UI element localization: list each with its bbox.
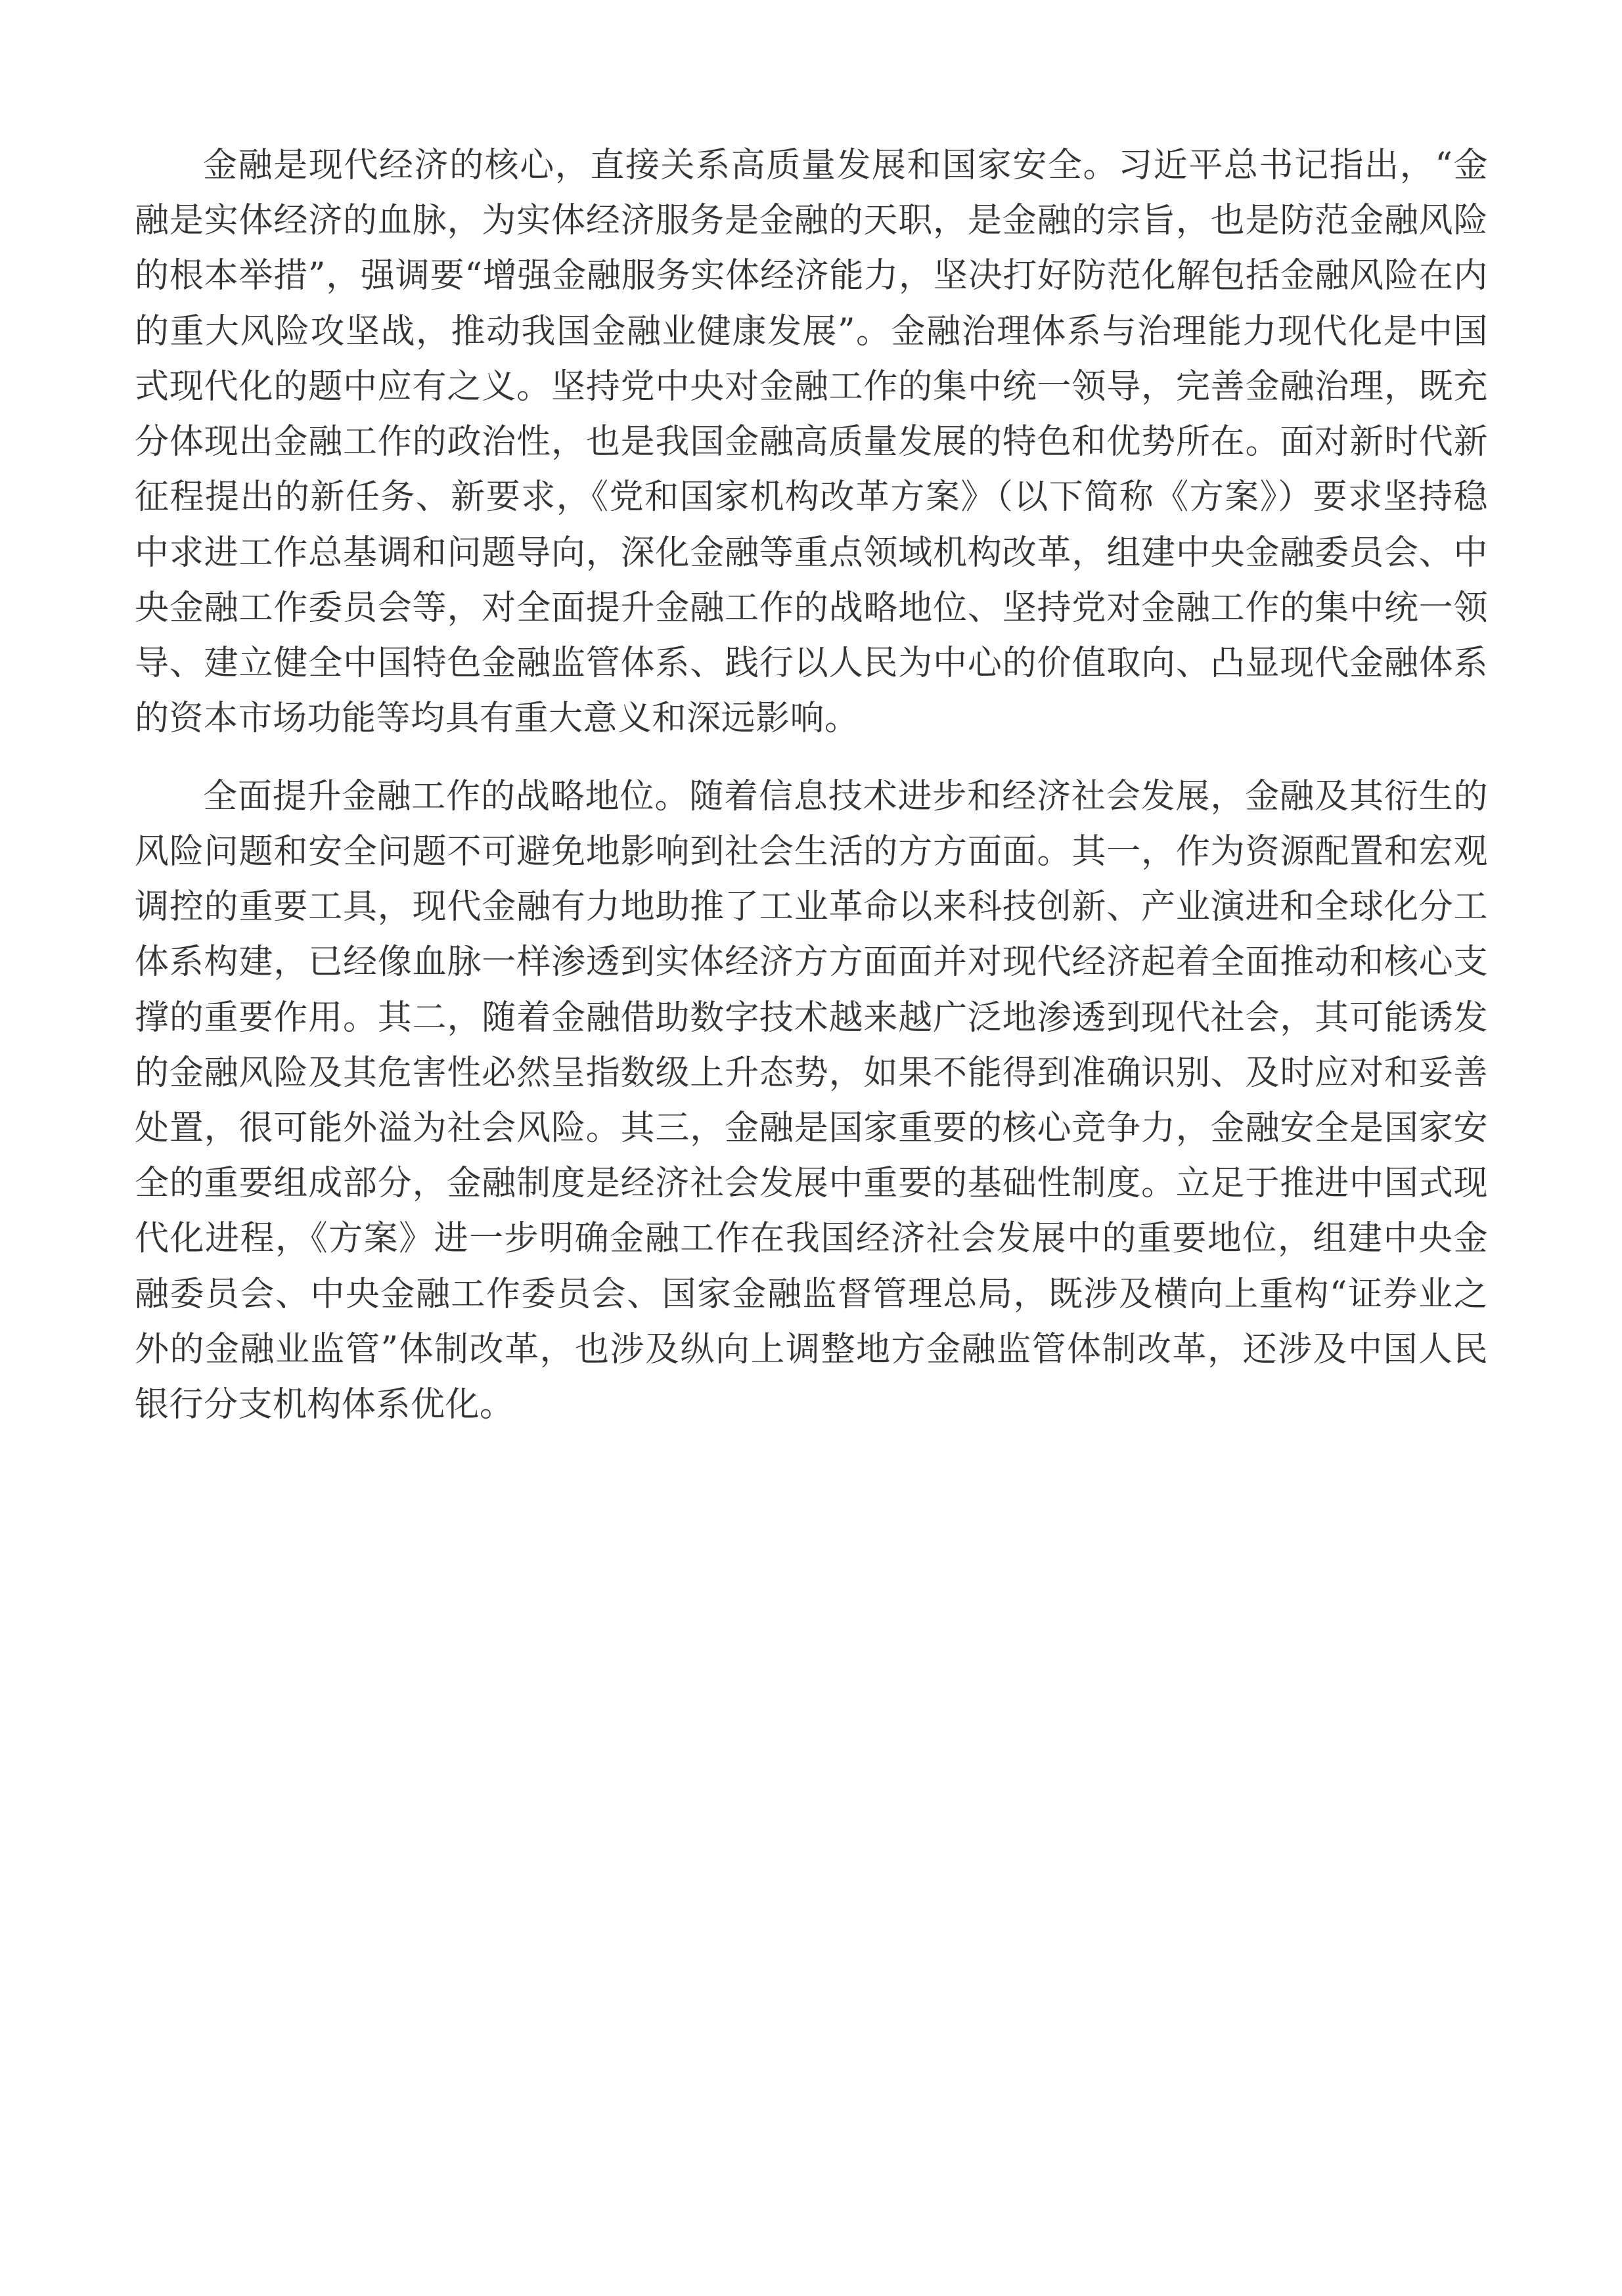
document-body [135, 138, 1488, 1432]
paragraph-1: 金融是现代经济的核心，直接关系高质量发展和国家安全。习近平总书记指出，“金融是实体经济的血脉，为实体经济服务是金融的天职，是金融的宗旨，也是防范金融风险的根本举措”，强调要“增强金融服务实体经济能力，坚决打好防范化解包括金融风险在内的重大风险攻坚战，推动我国金融业健康发展”。金融治理体系与治理能力现代化是中国式现代化的题中应有之义。坚持党中央对金融工作的集中统一领导，完善金融治理，既充分体现出金融工作的政治性，也是我国金融高质量发展的特色和优势所在。面对新时代新征程提出的新任务、新要求，《党和国家机构改革方案》（以下简称《方案》）要求坚持稳中求进工作总基调和问题导向，深化金融等重点领域机构改革，组建中央金融委员会、中央金融工作委员会等，对全面提升金融工作的战略地位、坚持党对金融工作的集中统一领导、建立健全中国特色金融监管体系、践行以人民为中心的价值取向、凸显现代金融体系的资本市场功能等均具有重大意义和深远影响。 [135, 146, 1488, 739]
paragraph-2: 全面提升金融工作的战略地位。随着信息技术进步和经济社会发展，金融及其衍生的风险问题和安全问题不可避免地影响到社会生活的方方面面。其一，作为资源配置和宏观调控的重要工具，现代金融有力地助推了工业革命以来科技创新、产业演进和全球化分工体系构建，已经像血脉一样渗透到实体经济方方面面并对现代经济起着全面推动和核心支撑的重要作用。其二，随着金融借助数字技术越来越广泛地渗透到现代社会，其可能诱发的金融风险及其危害性必然呈指数级上升态势，如果不能得到准确识别、及时应对和妥善处置，很可能外溢为社会风险。其三，金融是国家重要的核心竞争力，金融安全是国家安全的重要组成部分，金融制度是经济社会发展中重要的基础性制度。立足于推进中国式现代化进程，《方案》进一步明确金融工作在我国经济社会发展中的重要地位，组建中央金融委员会、中央金融工作委员会、国家金融监督管理总局，既涉及横向上重构“证券业之外的金融业监管”体制改革，也涉及纵向上调整地方金融监管体制改革，还涉及中国人民银行分支机构体系优化。 [135, 776, 1488, 1425]
